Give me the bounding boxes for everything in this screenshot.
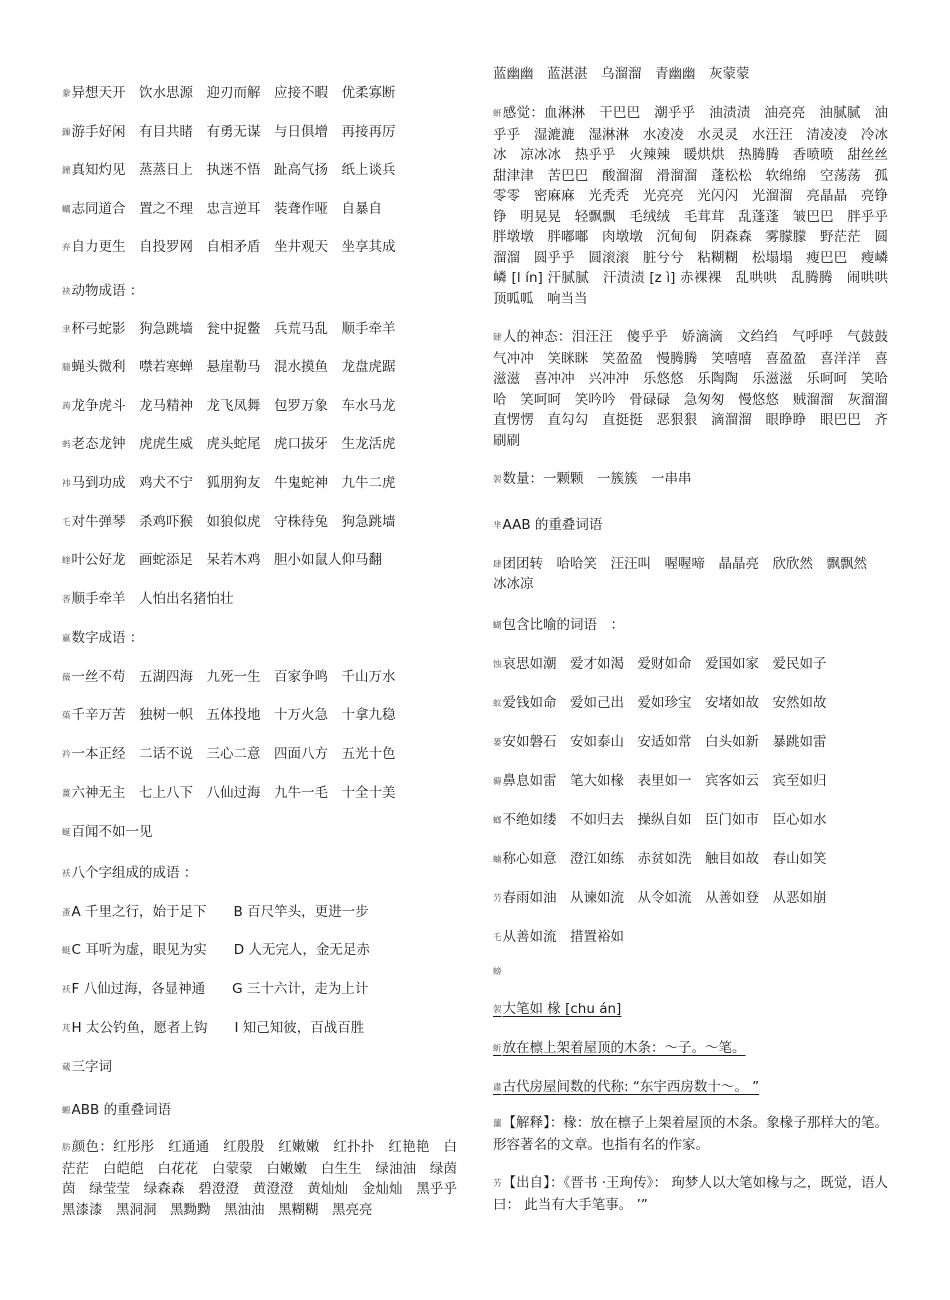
line-marker: 袈 [493, 475, 502, 485]
line-marker: 薅 [493, 777, 502, 787]
text-line [493, 772, 827, 791]
text-line [62, 320, 396, 339]
text-line [493, 575, 534, 593]
text-line [62, 238, 396, 257]
line-text: 哀思如潮 爱才如渴 爱财如命 爱国如家 爱民如子 [502, 656, 827, 672]
line-marker: 蝰 [62, 556, 71, 566]
line-marker: 乇 [62, 518, 71, 528]
line-text: 颜色：红彤彤 红通通 红殷殷 红嫩嫩 红扑扑 红艳艳 白茫茫 白皑皑 白花花 白蒙蒙 白嫩嫩 白生生 绿油油 绿茵茵 绿莹莹 绿森森 碧澄澄 黄澄澄 黄灿灿 金灿灿 黑乎乎 黑漆漆 黑洞洞 黑黝黝 黑油油 黑糊糊 黑亮亮 [62, 1139, 471, 1218]
line-marker: 肄 [493, 333, 502, 343]
line-text: 感觉：血淋淋 干巴巴 潮乎乎 油渍渍 油亮亮 油腻腻 油乎乎 湿漉漉 湿淋淋 水凌凌 水灵灵 水汪汪 清凌凌 冷冰冰 凉冰冰 热乎乎 火辣辣 暖烘烘 热腾腾 香喷喷 甜丝丝 甜津津 苦巴巴 酸溜溜 滑溜溜 蓬松松 软绵绵 空荡荡 孤零零 密麻麻 光秃秃 光亮亮 光闪闪 光溜溜 亮晶晶 亮铮铮 明晃晃 轻飘飘 毛绒绒 毛茸茸 乱蓬蓬 皱巴巴 胖乎乎 胖墩墩 胖嘟嘟 肉墩墩 沉甸甸 阴森森 雾朦朦 野茫茫 圆溜溜 圆乎乎 圆滚滚 脏兮兮 粘糊糊 松塌塌 瘦巴巴 瘦嶙嶙 [l ín] 汗腻腻 汗渍渍 [z ì] 赤裸裸 乱哄哄 乱腾腾 闹哄哄 顶呱呱 响当当 [493, 105, 902, 307]
line-marker: 螂 [493, 816, 502, 826]
line-text: 异想天开 饮水思源 迎刃而解 应接不暇 优柔寡断 [71, 85, 396, 101]
text-line [62, 823, 153, 842]
line-text: 六神无主 七上八下 八仙过海 九牛一毛 十全十美 [71, 785, 396, 801]
line-text: A 千里之行，始于足下 B 百尺竿头，更进一步 [71, 904, 369, 920]
line-text: 数量：一颗颗 一簇簇 一串串 [502, 471, 692, 487]
line-text: 真知灼见 蒸蒸日上 执迷不悟 趾高气扬 纸上谈兵 [71, 162, 396, 178]
line-text: 百闻不如一见 [71, 824, 153, 840]
line-marker: 螈 [62, 1106, 71, 1116]
line-marker: 肅 [493, 1083, 502, 1093]
line-marker: 薑 [62, 789, 71, 799]
text-line [62, 161, 396, 180]
line-marker: 乇 [493, 933, 502, 943]
line-text: 动物成语 ： [71, 283, 144, 299]
text-line [62, 745, 396, 764]
text-line [493, 555, 867, 574]
text-line [62, 397, 396, 416]
line-text: 春雨如油 从谏如流 从令如流 从善如登 从恶如崩 [502, 890, 827, 906]
line-text: 龙争虎斗 龙马精神 龙飞凤舞 包罗万象 车水马龙 [71, 398, 396, 414]
line-marker: 豢 [62, 89, 71, 99]
text-line [493, 733, 827, 752]
line-marker: 蚉 [62, 908, 71, 918]
line-text: 【解释】：椽：放在檩子上架着屋顶的木条。象椽子那样大的笔。形容著名的文章。也指有名的作家。 [493, 1115, 888, 1153]
line-marker: 蚂 [62, 440, 71, 450]
text-line [62, 123, 396, 142]
line-marker: 聿 [62, 325, 71, 335]
text-line [62, 1058, 112, 1077]
line-marker: 蒌 [493, 738, 502, 748]
line-marker: 弃 [62, 243, 71, 253]
text-line [62, 903, 369, 922]
text-line [62, 590, 234, 609]
line-text: 蓝幽幽 蓝湛湛 乌溜溜 青幽幽 灰蒙蒙 [493, 66, 750, 82]
line-marker: 袈 [493, 1005, 502, 1015]
line-text: 包含比喻的词语 ： [502, 617, 625, 633]
text-line [493, 1039, 746, 1058]
line-text: F 八仙过海，各显神通 G 三十六计，走为上计 [71, 981, 369, 997]
line-marker: 薇 [62, 673, 71, 683]
line-text: AAB 的重叠词语 [502, 517, 603, 533]
text-line [62, 474, 396, 493]
line-text: 杯弓蛇影 狗急跳墙 瓮中捉鳖 兵荒马乱 顺手牵羊 [71, 321, 396, 337]
text-paragraph [493, 1113, 888, 1155]
text-line [493, 889, 827, 908]
line-marker: 蚈 [493, 109, 502, 119]
line-marker: 袄 [62, 985, 71, 995]
line-marker: 蠣 [62, 205, 71, 215]
line-text: 自力更生 自投罗网 自相矛盾 坐井观天 坐享其成 [71, 239, 396, 255]
text-line [62, 1101, 171, 1120]
line-text: 冰冰凉 [493, 576, 534, 592]
line-text: 老态龙钟 虎虎生威 虎头蛇尾 虎口拔牙 生龙活虎 [71, 436, 396, 452]
line-text: 称心如意 澄江如练 赤贫如洗 触目如故 春山如笑 [502, 851, 827, 867]
text-line [62, 668, 396, 687]
text-line [62, 784, 396, 803]
line-marker: 蚁 [493, 699, 502, 709]
line-marker: 螃 [493, 967, 502, 977]
line-marker: 肪 [62, 1143, 71, 1153]
text-line [493, 962, 503, 981]
line-text: 顺手牵羊 人怕出名猪怕壮 [71, 591, 234, 607]
line-text: 志同道合 置之不理 忠言逆耳 装聋作哑 自暴自 [71, 201, 383, 217]
line-marker: 羸 [62, 634, 71, 644]
line-marker: 袄 [62, 869, 71, 879]
line-marker: 蚚 [493, 1044, 502, 1054]
text-line [493, 470, 692, 489]
line-text: 鼻息如雷 笔大如椽 表里如一 宾客如云 宾至如归 [502, 773, 827, 789]
line-marker: 蘁 [493, 1119, 502, 1129]
line-marker: 蝴 [493, 621, 502, 631]
text-line [493, 65, 750, 83]
line-text: 蝇头微利 噤若寒蝉 悬崖勒马 混水摸鱼 龙盘虎踞 [71, 359, 396, 375]
line-text: 安如磐石 安如泰山 安适如常 白头如新 暴跳如雷 [502, 734, 827, 750]
text-line [62, 629, 143, 648]
text-line [62, 551, 382, 570]
line-marker: 袂 [62, 287, 71, 297]
line-marker: 莕 [62, 595, 71, 605]
line-text: 八个字组成的成语 ： [71, 865, 198, 881]
line-text: 三字词 [71, 1059, 113, 1075]
line-text: 大笔如 椽 [chu án] [502, 1001, 622, 1017]
text-paragraph [493, 327, 902, 451]
line-marker: 肆 [493, 560, 502, 570]
text-paragraph [493, 103, 902, 309]
text-line [62, 435, 396, 454]
line-text: 一本正经 二话不说 三心二意 四面八方 五光十色 [71, 746, 396, 762]
line-marker: 蜓 [62, 946, 71, 956]
text-line [62, 864, 197, 883]
text-line [62, 980, 368, 999]
line-text: 放在檩上架着屋顶的木条：～子。～笔。 [502, 1040, 746, 1056]
text-line [493, 655, 827, 674]
line-marker: 鐘 [62, 166, 71, 176]
text-line [62, 282, 143, 301]
text-line [62, 706, 396, 725]
text-line [62, 358, 396, 377]
text-line [493, 616, 624, 635]
text-line [493, 850, 827, 869]
line-marker: 艻 [493, 1179, 502, 1189]
line-marker: 蒇 [62, 1063, 71, 1073]
line-text: 古代房屋间数的代称: “东宇西房数十～。 ” [502, 1079, 760, 1095]
line-marker: 蜒 [62, 828, 71, 838]
text-line [493, 928, 624, 947]
text-line [493, 811, 827, 830]
line-marker: 芈 [493, 521, 502, 531]
line-text: 一丝不苟 五湖四海 九死一生 百家争鸣 千山万水 [71, 669, 396, 685]
line-text: 千辛万苦 独树一帜 五体投地 十万火急 十拿九稳 [71, 707, 396, 723]
line-text: 团团转 哈哈笑 汪汪叫 喔喔啼 晶晶亮 欣欣然 飘飘然 [502, 556, 868, 572]
line-text: 数字成语 ： [71, 630, 144, 646]
text-line [62, 941, 370, 960]
line-marker: 芃 [62, 1024, 71, 1034]
text-line [62, 200, 382, 219]
line-text: 人的神态：泪汪汪 傻乎乎 娇滴滴 文绉绉 气呼呼 气鼓鼓 气冲冲 笑眯眯 笑盈盈 慢腾腾 笑嘻嘻 喜盈盈 喜洋洋 喜滋滋 喜冲冲 兴冲冲 乐悠悠 乐陶陶 乐滋滋 乐呵呵 笑哈哈 笑呵呵 笑吟吟 骨碌碌 急匆匆 慢悠悠 贼溜溜 灰溜溜 直愣愣 直勾勾 直挺挺 恶狠狠 滴溜溜 眼睁睁 眼巴巴 齐刷刷 [493, 329, 902, 449]
line-text: 对牛弹琴 杀鸡吓猴 如狼似虎 守株待兔 狗急跳墙 [71, 514, 396, 530]
line-text: ABB 的重叠词语 [71, 1102, 172, 1118]
line-text: 从善如流 措置裕如 [502, 929, 625, 945]
text-line [493, 1078, 759, 1097]
line-text: 马到功成 鸡犬不宁 狐朋狗友 牛鬼蛇神 九牛二虎 [71, 475, 396, 491]
line-marker: 衿 [62, 750, 71, 760]
line-marker: 膸 [62, 363, 71, 373]
line-text: H 太公钓鱼，愿者上钩 I 知己知彼，百战百胜 [71, 1020, 365, 1036]
text-paragraph [62, 1137, 471, 1220]
line-text: 不绝如缕 不如归去 操纵自如 臣门如市 臣心如水 [502, 812, 827, 828]
text-line [62, 84, 396, 103]
text-line [493, 516, 602, 535]
line-text: 游手好闲 有目共睹 有勇无谋 与日俱增 再接再厉 [71, 124, 396, 140]
line-text: C 耳听为虚，眼见为实 D 人无完人，金无足赤 [71, 942, 370, 958]
text-line [62, 1019, 364, 1038]
line-marker: 蒟 [62, 402, 71, 412]
line-marker: 蒅 [62, 711, 71, 721]
text-paragraph [493, 1173, 888, 1215]
line-marker: 芀 [493, 894, 502, 904]
text-line [493, 1000, 621, 1019]
line-text: 【出自】：《晋书 ·王珣传》： 珣梦人以大笔如椽与之，既觉，语人曰： 此当有大手笔事。 ’” [493, 1175, 888, 1213]
line-marker: 袆 [62, 479, 71, 489]
line-marker: 蝻 [493, 855, 502, 865]
line-text: 爱钱如命 爱如己出 爱如珍宝 安堵如故 安然如故 [502, 695, 827, 711]
line-text: 叶公好龙 画蛇添足 呆若木鸡 胆小如鼠人仰马翻 [71, 552, 383, 568]
line-marker: 蚀 [493, 660, 502, 670]
text-line [62, 513, 396, 532]
text-line [493, 694, 827, 713]
line-marker: 鏁 [62, 128, 71, 138]
